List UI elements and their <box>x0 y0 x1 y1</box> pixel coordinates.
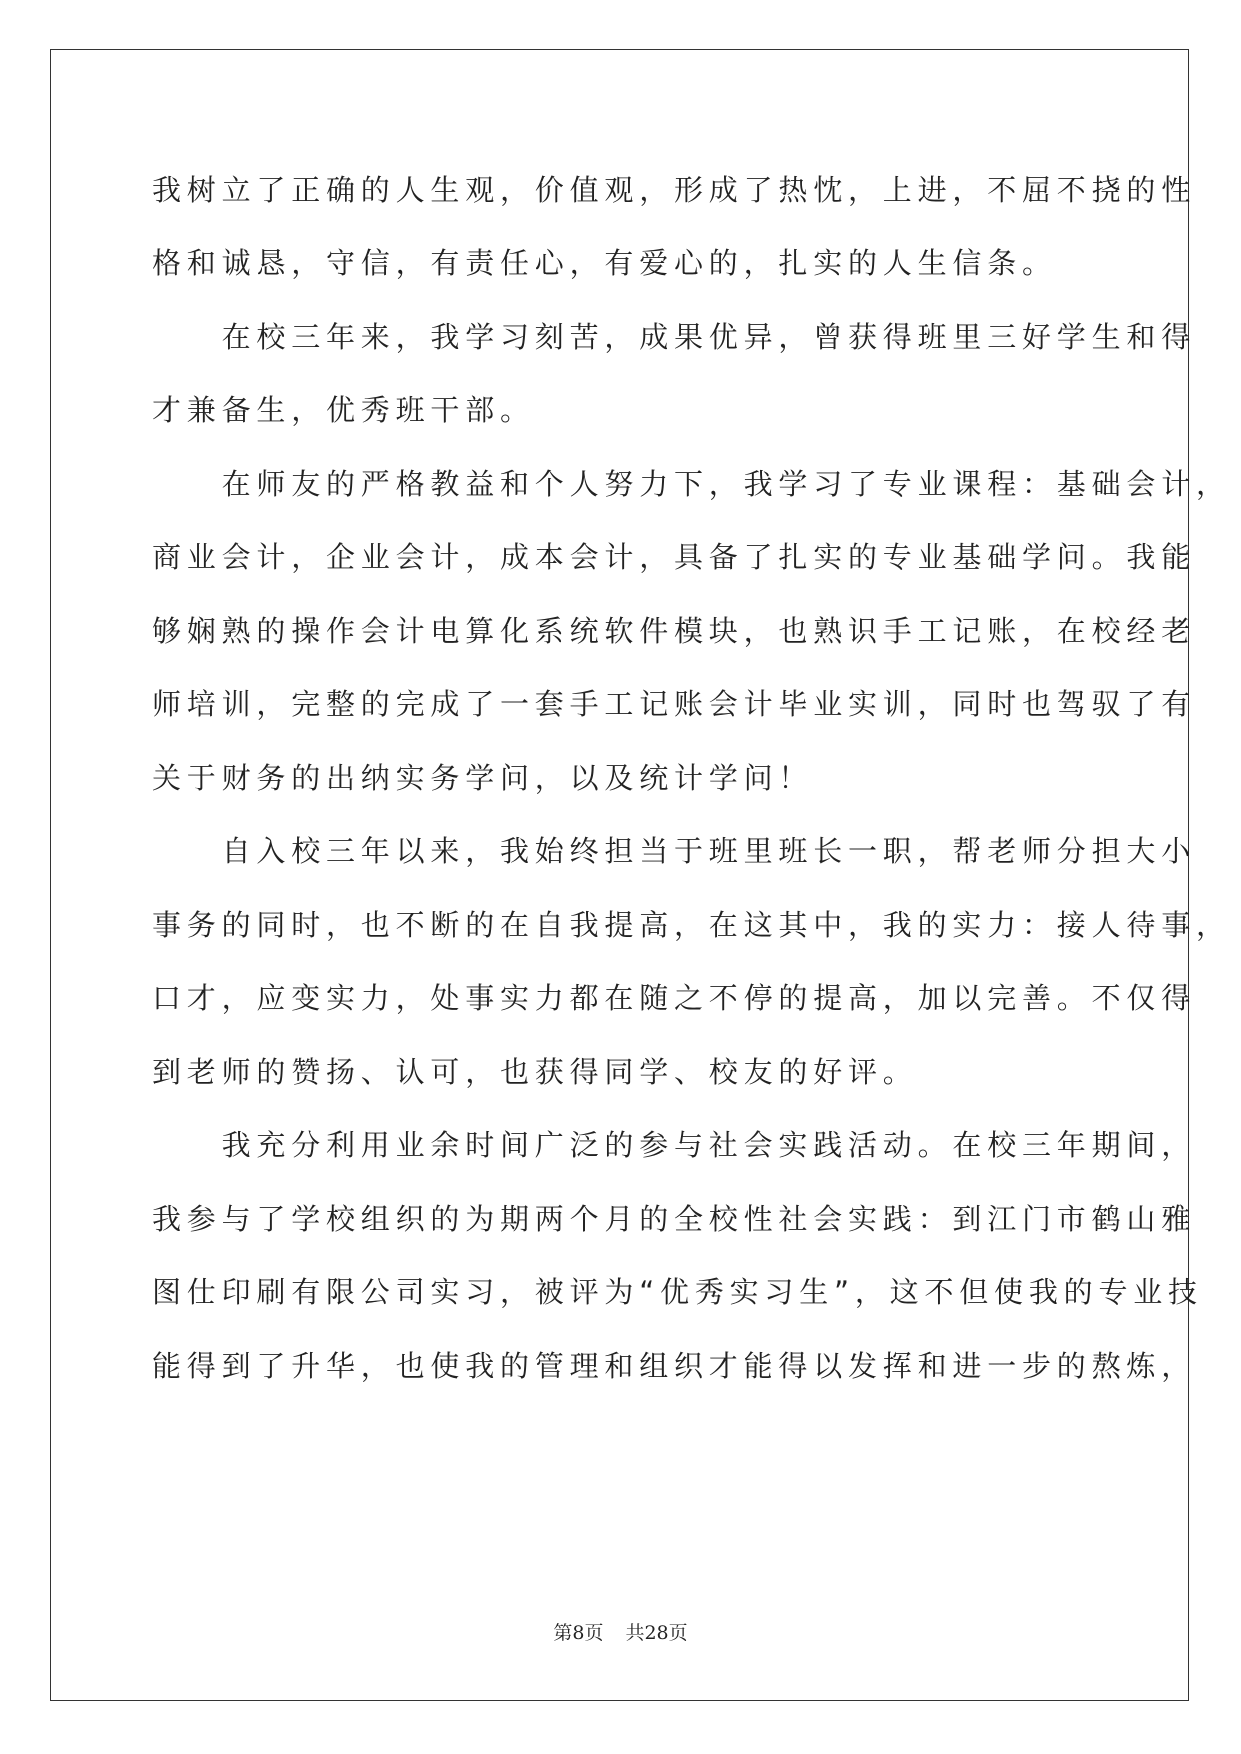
text-line-2: 格和诚恳，守信，有责任心，有爱心的，扎实的人生信条。 <box>152 246 1057 280</box>
page-border <box>50 49 1189 1701</box>
page-number: 第8页 <box>553 1622 604 1644</box>
page-total: 共28页 <box>625 1622 688 1644</box>
text-line-3: 在校三年来，我学习刻苦，成果优异，曾获得班里三好学生和得 <box>152 320 1197 354</box>
text-line-14: 我充分利用业余时间广泛的参与社会实践活动。在校三年期间， <box>152 1128 1197 1162</box>
text-line-10: 自入校三年以来，我始终担当于班里班长一职，帮老师分担大小 <box>152 834 1197 868</box>
text-line-11: 事务的同时，也不断的在自我提高，在这其中，我的实力：接人待事， <box>152 908 1231 942</box>
text-line-17: 能得到了升华，也使我的管理和组织才能得以发挥和进一步的熬炼， <box>152 1349 1197 1383</box>
text-line-15: 我参与了学校组织的为期两个月的全校性社会实践：到江门市鹤山雅 <box>152 1202 1197 1236</box>
text-line-1: 我树立了正确的人生观，价值观，形成了热忱，上进，不屈不挠的性 <box>152 173 1197 207</box>
text-line-6: 商业会计，企业会计，成本会计，具备了扎实的专业基础学问。我能 <box>152 540 1197 574</box>
text-line-5: 在师友的严格教益和个人努力下，我学习了专业课程：基础会计， <box>152 467 1231 501</box>
text-line-9: 关于财务的出纳实务学问，以及统计学问！ <box>152 761 814 795</box>
text-line-4: 才兼备生，优秀班干部。 <box>152 393 535 427</box>
text-line-12: 口才，应变实力，处事实力都在随之不停的提高，加以完善。不仅得 <box>152 981 1197 1015</box>
text-line-13: 到老师的赞扬、认可，也获得同学、校友的好评。 <box>152 1055 918 1089</box>
text-line-7: 够娴熟的操作会计电算化系统软件模块，也熟识手工记账，在校经老 <box>152 614 1197 648</box>
text-line-8: 师培训，完整的完成了一套手工记账会计毕业实训，同时也驾驭了有 <box>152 687 1197 721</box>
text-line-16: 图仕印刷有限公司实习，被评为“优秀实习生”，这不但使我的专业技 <box>152 1275 1203 1309</box>
page-footer <box>0 1621 1241 1645</box>
